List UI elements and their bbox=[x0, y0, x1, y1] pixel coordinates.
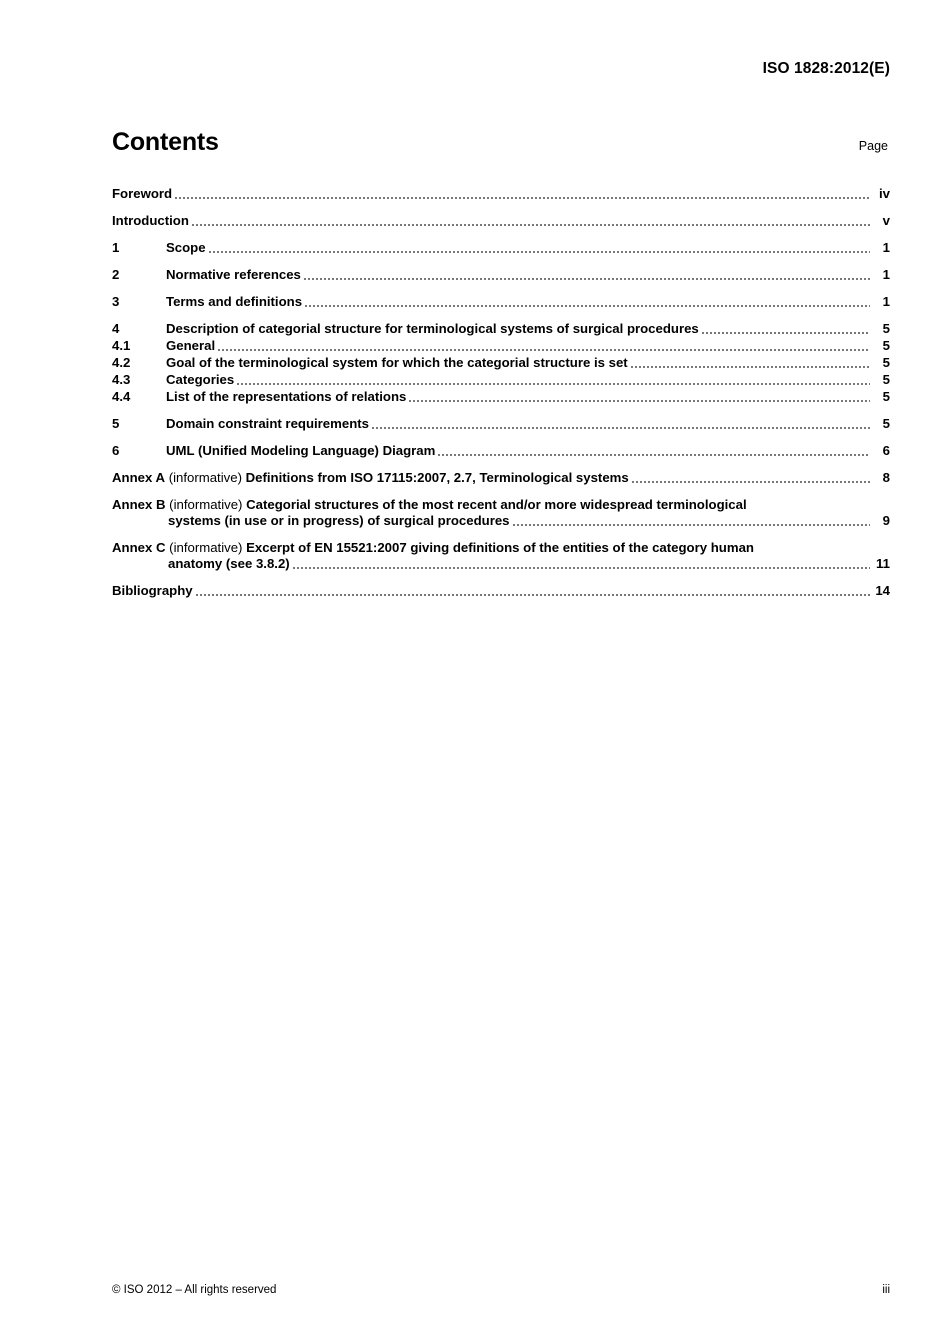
dot-leader bbox=[218, 342, 870, 353]
toc-entry-label: Terms and definitions bbox=[166, 294, 303, 309]
annex-label: Annex C bbox=[112, 540, 166, 555]
toc-entry-number: 4.3 bbox=[112, 372, 131, 387]
dot-leader bbox=[632, 474, 870, 485]
dot-leader bbox=[438, 447, 870, 458]
toc-entry-clause-2[interactable] bbox=[112, 267, 890, 283]
page-title: Contents bbox=[112, 128, 219, 156]
dot-leader bbox=[192, 217, 870, 228]
toc-entry-clause-5[interactable] bbox=[112, 416, 890, 432]
toc-entry-label: UML (Unified Modeling Language) Diagram bbox=[166, 443, 436, 458]
annex-status: (informative) bbox=[169, 540, 243, 555]
toc-entry-number: 6 bbox=[112, 443, 120, 458]
toc-entry-clause-1[interactable] bbox=[112, 240, 890, 256]
page-column-header: Page bbox=[858, 139, 888, 153]
toc-entry-number: 1 bbox=[112, 240, 120, 255]
toc-entry-page: 1 bbox=[882, 267, 890, 282]
toc-entry-number: 2 bbox=[112, 267, 120, 282]
toc-entry-label: Introduction bbox=[112, 213, 189, 228]
page-footer bbox=[112, 1284, 890, 1296]
annex-label: Annex B bbox=[112, 497, 166, 512]
footer-page-number: iii bbox=[882, 1284, 890, 1296]
toc-entry-page: v bbox=[882, 213, 890, 228]
toc-entry-annex-b[interactable] bbox=[112, 497, 890, 529]
dot-leader bbox=[196, 587, 870, 598]
toc-entry-clause-4-4[interactable] bbox=[112, 389, 890, 405]
toc-entry-label: Foreword bbox=[112, 186, 173, 201]
toc-entry-line bbox=[112, 540, 890, 556]
toc-entry-clause-4-3[interactable] bbox=[112, 372, 890, 388]
toc-entry-page: 5 bbox=[882, 372, 890, 387]
toc-entry-page: 1 bbox=[882, 294, 890, 309]
toc-entry-clause-4[interactable] bbox=[112, 321, 890, 337]
toc-entry-annex-a[interactable] bbox=[112, 470, 890, 486]
toc-entry-wrapped-line bbox=[112, 556, 890, 572]
dot-leader bbox=[372, 420, 870, 431]
toc-entry-page: 5 bbox=[882, 338, 890, 353]
copyright-notice: © ISO 2012 – All rights reserved bbox=[112, 1284, 277, 1296]
toc-entry-clause-4-2[interactable] bbox=[112, 355, 890, 371]
toc-entry-number: 5 bbox=[112, 416, 120, 431]
toc-entry-label: Normative references bbox=[166, 267, 301, 282]
contents-title-row bbox=[112, 128, 890, 157]
toc-entry-clause-3[interactable] bbox=[112, 294, 890, 310]
toc-entry-label: General bbox=[166, 338, 216, 353]
toc-entry-label: Categories bbox=[166, 372, 235, 387]
toc-entry-clause-4-1[interactable] bbox=[112, 338, 890, 354]
dot-leader bbox=[513, 517, 870, 528]
toc-entry-label: Domain constraint requirements bbox=[166, 416, 369, 431]
toc-entry-page: 8 bbox=[882, 470, 890, 485]
toc-entry-page: 5 bbox=[882, 389, 890, 404]
toc-entry-bibliography[interactable] bbox=[112, 583, 890, 599]
toc-entry-label: Bibliography bbox=[112, 583, 193, 598]
toc-entry-introduction[interactable] bbox=[112, 213, 890, 229]
toc-entry-label: Goal of the terminological system for which the categorial structure is set bbox=[166, 355, 628, 370]
annex-status: (informative) bbox=[169, 497, 243, 512]
dot-leader bbox=[305, 298, 870, 309]
toc-entry-number: 3 bbox=[112, 294, 120, 309]
dot-leader bbox=[209, 244, 870, 255]
dot-leader bbox=[631, 359, 870, 370]
toc-entry-line bbox=[112, 470, 890, 486]
dot-leader bbox=[175, 190, 870, 201]
toc-entry-page: 5 bbox=[882, 416, 890, 431]
toc-entry-page: 14 bbox=[875, 583, 890, 598]
toc-entry-label: Scope bbox=[166, 240, 206, 255]
toc-entry-foreword[interactable] bbox=[112, 186, 890, 202]
annex-label: Annex A bbox=[112, 470, 166, 485]
toc-entry-number: 4.1 bbox=[112, 338, 131, 353]
dot-leader bbox=[304, 271, 870, 282]
toc-entry-number: 4.4 bbox=[112, 389, 131, 404]
annex-status: (informative) bbox=[168, 470, 242, 485]
table-of-contents bbox=[112, 186, 890, 599]
toc-entry-page: 5 bbox=[882, 355, 890, 370]
annex-title: Categorial structures of the most recent and/or more widespread terminological bbox=[246, 497, 747, 512]
toc-entry-page: 5 bbox=[882, 321, 890, 336]
toc-entry-wrapped-line bbox=[112, 513, 890, 529]
toc-entry-page: 11 bbox=[876, 556, 890, 571]
toc-entry-page: 6 bbox=[882, 443, 890, 458]
annex-title: Excerpt of EN 15521:2007 giving definitions of the entities of the category human bbox=[246, 540, 754, 555]
toc-entry-label: Description of categorial structure for terminological systems of surgical procedures bbox=[166, 321, 699, 336]
toc-entry-page: iv bbox=[879, 186, 890, 201]
toc-entry-number: 4 bbox=[112, 321, 120, 336]
running-header-standard-number: ISO 1828:2012(E) bbox=[762, 60, 890, 77]
dot-leader bbox=[702, 325, 870, 336]
toc-entry-number: 4.2 bbox=[112, 355, 131, 370]
toc-entry-page: 9 bbox=[882, 513, 890, 528]
dot-leader bbox=[409, 393, 870, 404]
toc-entry-line bbox=[112, 497, 890, 513]
toc-entry-clause-6[interactable] bbox=[112, 443, 890, 459]
toc-entry-page: 1 bbox=[882, 240, 890, 255]
dot-leader bbox=[293, 560, 870, 571]
annex-title-continued: systems (in use or in progress) of surgical procedures bbox=[168, 513, 510, 528]
annex-title-continued: anatomy (see 3.8.2) bbox=[168, 556, 290, 571]
toc-entry-annex-c[interactable] bbox=[112, 540, 890, 572]
toc-entry-label: List of the representations of relations bbox=[166, 389, 407, 404]
dot-leader bbox=[237, 376, 870, 387]
annex-title: Definitions from ISO 17115:2007, 2.7, Terminological systems bbox=[245, 470, 629, 485]
